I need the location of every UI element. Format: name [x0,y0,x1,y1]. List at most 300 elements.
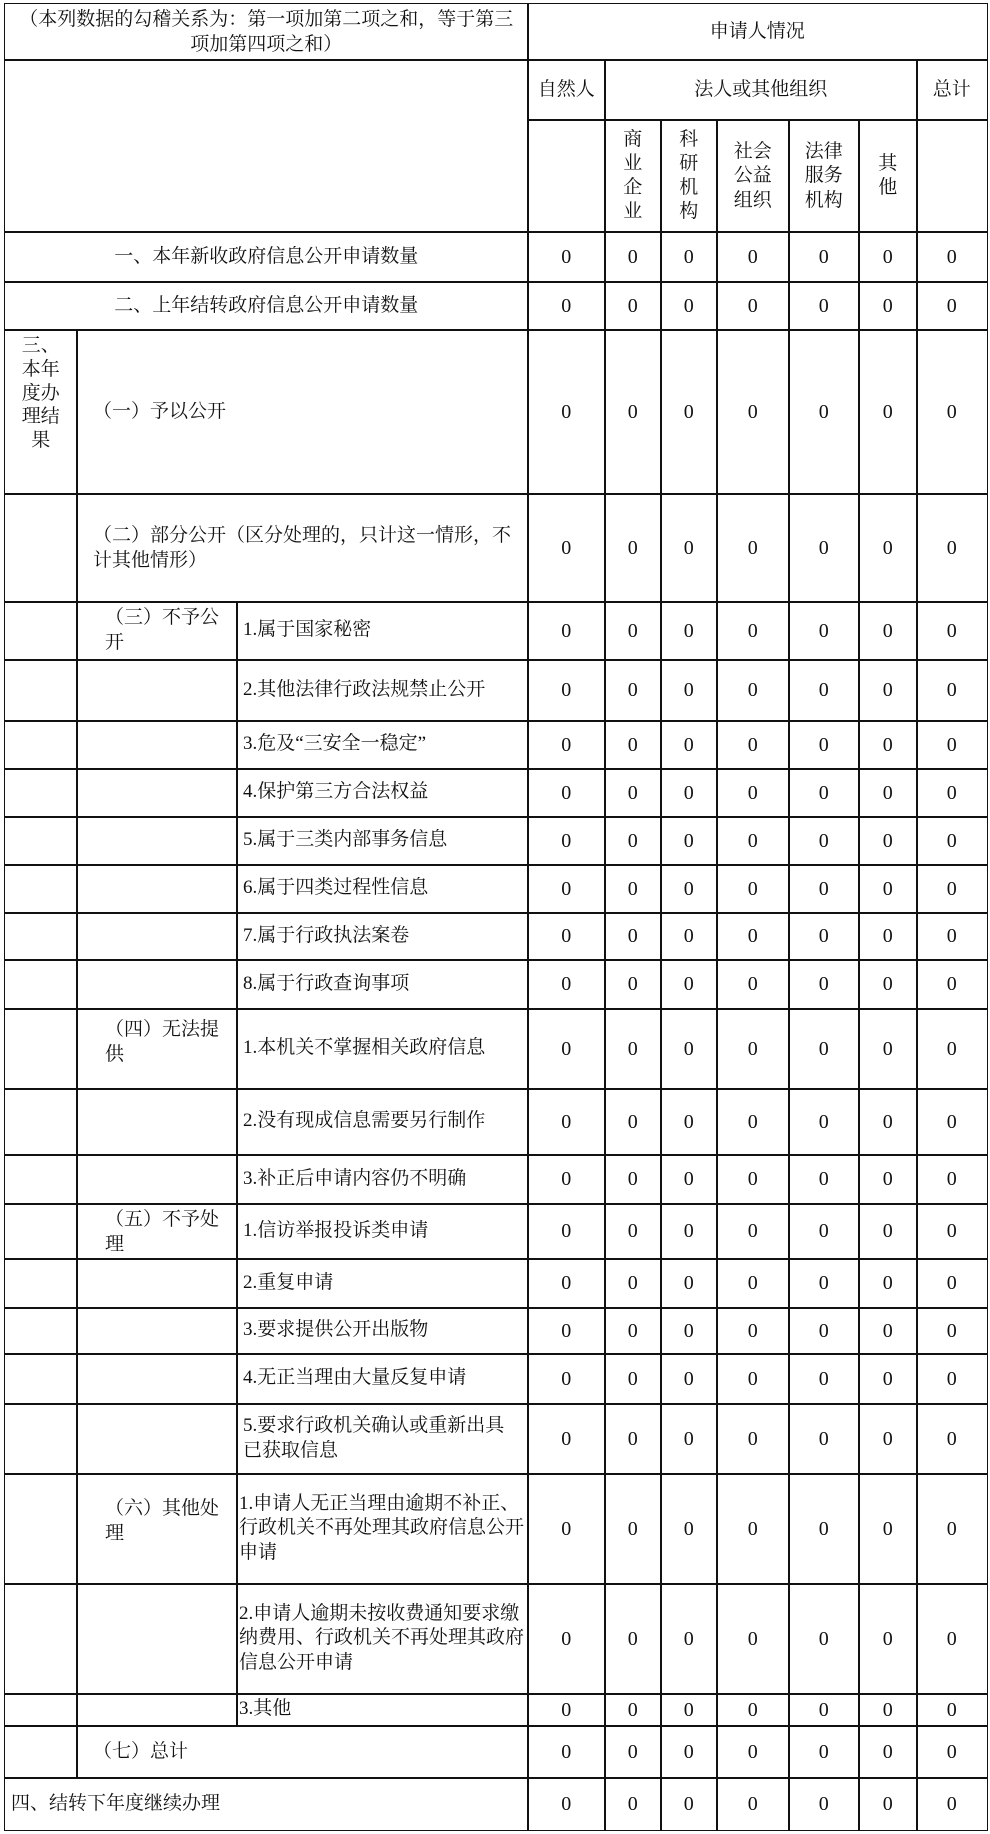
value-cell-text: 0 [561,1367,572,1390]
value-cell-text: 0 [882,1367,893,1390]
value-cell-text: 0 [747,1037,758,1060]
item-label-not-disclosed-text: 2.其他法律行政法规禁止公开 [243,678,486,700]
item-label-unable-to-provide-text: 3.补正后申请内容仍不明确 [243,1167,467,1189]
value-cell [916,329,988,495]
value-cell [716,1777,790,1831]
note-cell-text: （本列数据的勾稽关系为：第一项加第二项之和，等于第三项加第四项之和） [19,8,514,55]
row-label-subtotal-text: （七）总计 [93,1740,189,1763]
value-cell-text: 0 [683,1698,694,1721]
item-label-not-processed-text: 3.要求提供公开出版物 [243,1319,429,1341]
value-cell [527,720,606,770]
value-cell-text: 0 [818,245,829,268]
value-cell [858,720,918,770]
value-cell [527,768,606,818]
value-cell [660,1777,718,1831]
value-cell-text: 0 [627,1168,638,1191]
research-institution-header [660,119,718,233]
value-cell [604,864,662,914]
value-cell-text: 0 [882,1517,893,1540]
value-cell [716,816,790,866]
row-label-carried-over-text: 二、上年结转政府信息公开申请数量 [114,294,419,317]
section-three-spacer [4,493,78,603]
value-cell-text: 0 [946,619,957,642]
value-cell [916,1353,988,1405]
value-cell [916,281,988,331]
value-cell [527,1693,606,1727]
value-cell-text: 0 [946,781,957,804]
value-cell [527,659,606,722]
value-cell-text: 0 [561,781,572,804]
value-cell-text: 0 [747,1319,758,1342]
item-label-not-processed [236,1353,529,1405]
group-label-not-disclosed-text: （三）不予公开 [105,606,220,653]
value-cell-text: 0 [561,1220,572,1243]
value-cell [716,231,790,283]
value-cell-text: 0 [946,925,957,948]
value-cell-text: 0 [818,1627,829,1650]
value-cell [527,1725,606,1779]
value-cell-text: 0 [627,1319,638,1342]
value-cell-text: 0 [561,1319,572,1342]
value-cell [916,1693,988,1727]
value-cell [788,912,860,961]
value-cell [604,281,662,331]
value-cell [916,1203,988,1260]
value-cell [858,493,918,603]
section-three-spacer [4,720,78,770]
value-cell-text: 0 [818,1220,829,1243]
value-cell [916,231,988,283]
value-cell [604,1693,662,1727]
value-cell-text: 0 [882,245,893,268]
value-cell [604,768,662,818]
value-cell-text: 0 [561,1427,572,1450]
value-cell-text: 0 [747,1627,758,1650]
value-cell [527,493,606,603]
row-label-grant-disclosure [76,329,529,495]
value-cell [858,231,918,283]
value-cell [716,1008,790,1090]
section-three-spacer [4,1154,78,1205]
value-cell-text: 0 [627,679,638,702]
value-cell-text: 0 [946,973,957,996]
value-cell-text: 0 [882,400,893,423]
value-cell [916,912,988,961]
item-label-not-disclosed [236,720,529,770]
other-org-header-text: 其他 [878,152,898,198]
value-cell [527,231,606,283]
value-cell-text: 0 [882,1319,893,1342]
value-cell [788,1088,860,1156]
value-cell [788,768,860,818]
value-cell-text: 0 [561,925,572,948]
value-cell [858,1258,918,1309]
value-cell-text: 0 [818,781,829,804]
group-spacer [76,659,238,722]
value-cell [527,1353,606,1405]
value-cell [527,1258,606,1309]
group-spacer [76,768,238,818]
section-three-spacer [4,1258,78,1309]
value-cell-text: 0 [683,1220,694,1243]
value-cell-text: 0 [818,1037,829,1060]
item-label-not-disclosed-text: 4.保护第三方合法权益 [243,781,429,803]
value-cell-text: 0 [561,1740,572,1763]
item-label-not-disclosed-text: 3.危及“三安全一稳定” [243,733,427,755]
value-cell-text: 0 [882,619,893,642]
value-cell-text: 0 [627,1367,638,1390]
value-cell-text: 0 [561,733,572,756]
value-cell [716,1583,790,1695]
value-cell [660,959,718,1010]
value-cell [716,1725,790,1779]
value-cell [916,816,988,866]
value-cell-text: 0 [683,400,694,423]
value-cell-text: 0 [818,536,829,559]
item-label-not-disclosed-text: 6.属于四类过程性信息 [243,877,429,899]
value-cell-text: 0 [747,245,758,268]
value-cell [660,912,718,961]
section-three-spacer [4,659,78,722]
value-cell [716,659,790,722]
group-label-not-processed-text: （五）不予处理 [105,1208,220,1255]
value-cell [916,493,988,603]
value-cell-text: 0 [627,973,638,996]
value-cell-text: 0 [946,1037,957,1060]
item-label-not-disclosed [236,959,529,1010]
value-cell [916,1777,988,1831]
value-cell-text: 0 [946,1110,957,1133]
value-cell-text: 0 [818,925,829,948]
government-info-disclosure-table [4,3,986,1829]
value-cell [858,864,918,914]
value-cell [916,1725,988,1779]
value-cell [788,816,860,866]
value-cell [716,720,790,770]
value-cell-text: 0 [946,1740,957,1763]
value-cell [527,816,606,866]
item-label-other-handling [236,1693,529,1727]
value-cell-text: 0 [747,1220,758,1243]
value-cell-text: 0 [818,1272,829,1295]
value-cell [604,1725,662,1779]
value-cell [604,493,662,603]
value-cell-text: 0 [627,1220,638,1243]
value-cell-text: 0 [627,877,638,900]
value-cell-text: 0 [818,619,829,642]
item-label-not-disclosed-text: 8.属于行政查询事项 [243,972,410,994]
value-cell [858,601,918,661]
row-label-partial-disclosure-text: （二）部分公开（区分处理的，只计这一情形，不计其他情形） [93,524,512,571]
value-cell-text: 0 [946,1427,957,1450]
value-cell [858,1154,918,1205]
value-cell [858,1403,918,1475]
value-cell-text: 0 [946,679,957,702]
value-cell-text: 0 [627,1792,638,1815]
value-cell [604,1473,662,1585]
value-cell [916,720,988,770]
public-welfare-org-header-text: 社会公益组织 [733,139,772,212]
value-cell [527,1154,606,1205]
value-cell [788,1353,860,1405]
value-cell [788,329,860,495]
commercial-enterprise-header-text: 商业企业 [623,128,643,222]
value-cell-text: 0 [946,1168,957,1191]
value-cell-text: 0 [561,1792,572,1815]
value-cell [858,1583,918,1695]
value-cell [660,281,718,331]
value-cell [716,1473,790,1585]
group-label-unable-to-provide [76,1008,238,1090]
value-cell-text: 0 [818,973,829,996]
value-cell-text: 0 [747,1427,758,1450]
natural-person-header-text: 自然人 [537,78,595,101]
value-cell-text: 0 [882,733,893,756]
value-cell-text: 0 [946,294,957,317]
value-cell-text: 0 [683,973,694,996]
value-cell [660,493,718,603]
item-label-not-processed-text: 4.无正当理由大量反复申请 [243,1367,467,1389]
value-cell-text: 0 [747,829,758,852]
value-cell-text: 0 [946,245,957,268]
value-cell [716,1307,790,1355]
value-cell [858,912,918,961]
value-cell-text: 0 [627,1427,638,1450]
natural-person-subheader-blank [527,119,606,233]
value-cell-text: 0 [627,294,638,317]
value-cell [660,1088,718,1156]
commercial-enterprise-header [604,119,662,233]
value-cell-text: 0 [561,1698,572,1721]
item-label-not-processed-text: 5.要求行政机关确认或重新出具已获取信息 [243,1415,505,1461]
value-cell [527,912,606,961]
value-cell [916,1008,988,1090]
value-cell-text: 0 [747,973,758,996]
item-label-not-disclosed [236,816,529,866]
value-cell [604,1307,662,1355]
value-cell-text: 0 [627,829,638,852]
value-cell-text: 0 [683,733,694,756]
value-cell-text: 0 [747,1272,758,1295]
value-cell [788,1777,860,1831]
value-cell [604,1008,662,1090]
value-cell-text: 0 [561,1110,572,1133]
value-cell-text: 0 [946,1627,957,1650]
value-cell-text: 0 [882,536,893,559]
section-three-spacer [4,601,78,661]
item-label-not-processed-text: 2.重复申请 [243,1271,334,1293]
value-cell-text: 0 [882,1272,893,1295]
value-cell [660,1203,718,1260]
value-cell [716,959,790,1010]
value-cell [788,720,860,770]
value-cell [858,816,918,866]
value-cell-text: 0 [627,1698,638,1721]
value-cell-text: 0 [683,1272,694,1295]
value-cell-text: 0 [683,829,694,852]
value-cell [858,1725,918,1779]
value-cell [527,1088,606,1156]
value-cell-text: 0 [627,1272,638,1295]
value-cell-text: 0 [946,400,957,423]
section-three-spacer [4,1203,78,1260]
value-cell-text: 0 [561,679,572,702]
value-cell-text: 0 [946,829,957,852]
value-cell [604,959,662,1010]
value-cell-text: 0 [561,294,572,317]
group-spacer [76,959,238,1010]
value-cell [788,1307,860,1355]
value-cell [604,659,662,722]
value-cell [858,1777,918,1831]
value-cell-text: 0 [627,925,638,948]
value-cell [527,1473,606,1585]
value-cell [660,659,718,722]
value-cell-text: 0 [683,1740,694,1763]
value-cell-text: 0 [747,925,758,948]
item-label-other-handling [236,1583,529,1695]
value-cell [716,1258,790,1309]
group-spacer [76,1403,238,1475]
value-cell-text: 0 [561,1168,572,1191]
section-three-spacer [4,1008,78,1090]
value-cell-text: 0 [882,1220,893,1243]
value-cell-text: 0 [882,1037,893,1060]
item-label-other-handling-text: 3.其他 [239,1698,292,1720]
value-cell [604,231,662,283]
value-cell [604,1203,662,1260]
value-cell-text: 0 [818,1792,829,1815]
value-cell [716,1403,790,1475]
value-cell-text: 0 [683,1427,694,1450]
item-label-not-disclosed [236,659,529,722]
value-cell-text: 0 [747,1740,758,1763]
value-cell-text: 0 [627,245,638,268]
value-cell-text: 0 [561,829,572,852]
value-cell-text: 0 [627,536,638,559]
value-cell-text: 0 [882,1110,893,1133]
group-spacer [76,1154,238,1205]
section-three-spacer [4,768,78,818]
value-cell-text: 0 [627,1517,638,1540]
natural-person-header [527,59,606,121]
value-cell-text: 0 [882,877,893,900]
item-label-not-processed [236,1203,529,1260]
row-label-new-requests-text: 一、本年新收政府信息公开申请数量 [114,245,419,268]
value-cell [858,1353,918,1405]
item-label-not-disclosed [236,864,529,914]
value-cell [660,864,718,914]
value-cell [858,281,918,331]
item-label-unable-to-provide-text: 2.没有现成信息需要另行制作 [243,1110,486,1132]
item-label-not-processed [236,1403,529,1475]
value-cell-text: 0 [818,1110,829,1133]
value-cell [660,1583,718,1695]
value-cell [604,816,662,866]
value-cell [604,720,662,770]
group-label-other-handling-text: （六）其他处理 [105,1497,220,1544]
value-cell [660,816,718,866]
section-three-spacer [4,959,78,1010]
item-label-not-disclosed-text: 5.属于三类内部事务信息 [243,829,448,851]
value-cell [527,601,606,661]
value-cell [788,1008,860,1090]
value-cell-text: 0 [946,733,957,756]
value-cell-text: 0 [561,400,572,423]
group-spacer [76,1307,238,1355]
value-cell [660,1307,718,1355]
value-cell-text: 0 [561,245,572,268]
value-cell-text: 0 [747,294,758,317]
value-cell-text: 0 [747,1792,758,1815]
item-label-not-disclosed [236,768,529,818]
value-cell [604,1258,662,1309]
group-label-not-processed [76,1203,238,1260]
value-cell-text: 0 [946,1792,957,1815]
item-label-not-disclosed-text: 7.属于行政执法案卷 [243,924,410,946]
value-cell [716,864,790,914]
value-cell [788,493,860,603]
value-cell-text: 0 [818,294,829,317]
value-cell-text: 0 [818,679,829,702]
value-cell-text: 0 [627,1110,638,1133]
value-cell [527,1583,606,1695]
value-cell [716,768,790,818]
row-label-carry-forward-text: 四、结转下年度继续办理 [11,1792,221,1815]
value-cell [604,912,662,961]
group-label-other-handling [76,1473,238,1585]
value-cell-text: 0 [882,1168,893,1191]
value-cell-text: 0 [818,733,829,756]
value-cell-text: 0 [683,1168,694,1191]
legal-service-org-header-text: 法律服务机构 [804,139,843,212]
value-cell [788,1203,860,1260]
value-cell [788,1473,860,1585]
section-three-spacer [4,1353,78,1405]
value-cell-text: 0 [683,294,694,317]
value-cell [858,1203,918,1260]
value-cell [604,1353,662,1405]
value-cell-text: 0 [561,536,572,559]
value-cell [916,1473,988,1585]
value-cell [788,231,860,283]
item-label-not-processed-text: 1.信访举报投诉类申请 [243,1219,429,1241]
value-cell [660,768,718,818]
value-cell [858,768,918,818]
value-cell-text: 0 [818,1319,829,1342]
value-cell [660,1693,718,1727]
total-subheader-blank [916,119,988,233]
value-cell-text: 0 [683,245,694,268]
value-cell [527,329,606,495]
value-cell [788,1725,860,1779]
value-cell-text: 0 [561,877,572,900]
value-cell [604,1088,662,1156]
value-cell [604,1154,662,1205]
value-cell-text: 0 [818,1367,829,1390]
value-cell-text: 0 [747,1367,758,1390]
value-cell-text: 0 [683,679,694,702]
item-label-not-disclosed [236,912,529,961]
value-cell [660,231,718,283]
value-cell [916,1154,988,1205]
group-label-unable-to-provide-text: （四）无法提供 [105,1018,220,1065]
value-cell-text: 0 [683,877,694,900]
item-label-not-processed [236,1307,529,1355]
value-cell-text: 0 [747,1517,758,1540]
value-cell [604,1403,662,1475]
blank-header-cell [4,59,529,233]
